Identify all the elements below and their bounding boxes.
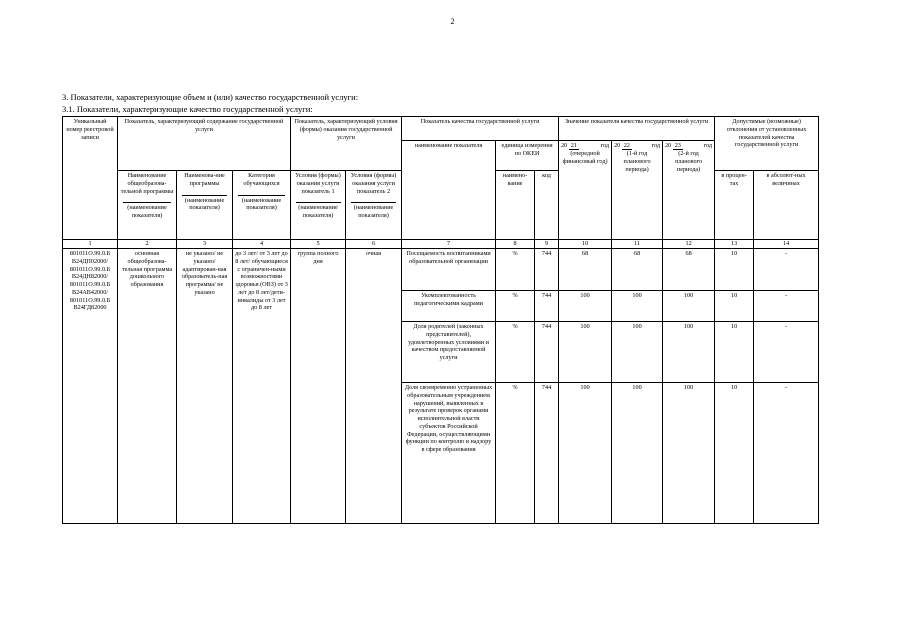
header-sub-category: Категория обучающихся (наименование показателя) <box>233 171 291 240</box>
header-deviation-group: Допустимые (возможные) отклонения от установленных показателей качества государственной услуги <box>715 117 819 171</box>
indicator-value-year-1: 68 <box>559 249 612 291</box>
record-condition-2: очная <box>346 249 402 524</box>
indicator-unit: % <box>496 249 535 291</box>
column-number: 8 <box>496 240 535 249</box>
indicator-code: 744 <box>535 249 559 291</box>
header-sub-condition-2: Условия (формы) оказания услуги показатель 2 (наименование показателя) <box>346 171 402 240</box>
indicator-value-year-3: 100 <box>663 291 715 322</box>
indicator-deviation-percent: 10 <box>715 249 754 291</box>
header-unit-group: единица измерения по ОКЕИ <box>496 141 559 171</box>
header-year-3 <box>663 141 715 240</box>
indicator-name: Доля родителей (законных представителей), удовлетворенных условиями и качеством предоставляемой услуги <box>402 322 496 383</box>
table-row <box>63 249 819 291</box>
column-number: 10 <box>559 240 612 249</box>
column-number: 3 <box>177 240 233 249</box>
year-2-line: 20 22 год <box>614 142 661 149</box>
column-number: 14 <box>754 240 819 249</box>
indicator-name: Доля своевременно устраненных образовательным учреждением нарушений, выявленных в результате проверок органами исполнительной власти субъектов Российской Федерации, осуществляющими функции по контролю и надзору в сфере образования <box>402 383 496 524</box>
header-deviation-absolute: в абсолют-ных величинах <box>754 171 819 240</box>
indicator-unit: % <box>496 383 535 524</box>
section-heading: 3. Показатели, характеризующие объем и (или) качество государственной услуги: <box>62 92 359 102</box>
indicator-value-year-3: 68 <box>663 249 715 291</box>
quality-indicators-table <box>62 116 819 524</box>
year-2-note: (1-й год планового периода) <box>623 150 651 173</box>
year-1-note: (очередной финансовый год) <box>562 150 608 165</box>
column-number: 12 <box>663 240 715 249</box>
indicator-value-year-1: 100 <box>559 383 612 524</box>
column-number: 1 <box>63 240 118 249</box>
year-1-line: 20 21 год <box>561 142 610 149</box>
record-unique-number: 801011О.99.0.Б В24ДП02000/ 801011О.99.0.Б В24ДН82000/ 801011О.99.0.Б В24АВ42000/ 801011О.99.0.Б В24ГД82000 <box>63 249 118 524</box>
record-program: основная общеобразова-тельная программа дошкольного образования <box>118 249 177 524</box>
indicator-deviation-absolute: - <box>754 291 819 322</box>
header-quality-name: наименование показателя <box>402 141 496 240</box>
indicator-value-year-3: 100 <box>663 383 715 524</box>
column-number: 9 <box>535 240 559 249</box>
header-values-group: Значение показателя качества государственной услуги <box>559 117 715 141</box>
indicator-deviation-percent: 10 <box>715 322 754 383</box>
column-number: 6 <box>346 240 402 249</box>
indicator-unit: % <box>496 291 535 322</box>
column-number-row <box>63 240 819 249</box>
header-year-2 <box>612 141 663 240</box>
indicator-value-year-2: 100 <box>612 291 663 322</box>
indicator-deviation-absolute: - <box>754 249 819 291</box>
header-sub-condition-1: Условия (формы) оказания услуги показатель 1 (наименование показателя) <box>291 171 346 240</box>
indicator-value-year-2: 100 <box>612 322 663 383</box>
indicator-deviation-percent: 10 <box>715 383 754 524</box>
column-number: 11 <box>612 240 663 249</box>
indicator-deviation-absolute: - <box>754 383 819 524</box>
indicator-code: 744 <box>535 322 559 383</box>
indicator-name: Посещаемость воспитанниками образовательной организации <box>402 249 496 291</box>
column-number: 2 <box>118 240 177 249</box>
subsection-heading: 3.1. Показатели, характеризующие качество государственной услуги: <box>62 104 313 114</box>
indicator-value-year-2: 100 <box>612 383 663 524</box>
column-number: 13 <box>715 240 754 249</box>
page-number: 2 <box>450 17 455 26</box>
indicator-deviation-absolute: - <box>754 322 819 383</box>
column-number: 7 <box>402 240 496 249</box>
header-content-group: Показатель, характеризующий содержание государственной услуги <box>118 117 291 171</box>
indicator-code: 744 <box>535 383 559 524</box>
header-unique-number: Уникальный номер реестровой записи <box>63 117 118 240</box>
record-category: до 3 лет/ от 3 лет до 8 лет/ обучающиеся с ограничен-ными возможностями здоровья (ОВЗ) от 3 лет до 8 лет/дети-инвалиды от 3 лет до 8 лет <box>233 249 291 524</box>
indicator-name: Укомплектованность педагогическими кадрами <box>402 291 496 322</box>
header-unit-name: наимено-вание <box>496 171 535 240</box>
header-deviation-percent: в процен-тах <box>715 171 754 240</box>
indicator-value-year-1: 100 <box>559 291 612 322</box>
header-quality-group: Показатель качества государственной услуги <box>402 117 559 141</box>
column-number: 4 <box>233 240 291 249</box>
record-condition-1: группа полного дня <box>291 249 346 524</box>
year-3-line: 20 23 год <box>665 142 713 149</box>
record-programs: не указано/ не указано/ адаптирован-ная образователь-ная программа/ не указано <box>177 249 233 524</box>
header-conditions-group: Показатель, характеризующий условия (формы) оказания государственной услуги <box>291 117 402 171</box>
year-3-note: (2-й год планового периода) <box>675 150 703 173</box>
column-number: 5 <box>291 240 346 249</box>
header-year-1 <box>559 141 612 240</box>
header-sub-program: Наименование общеобразова-тельной программы (наименование показателя) <box>118 171 177 240</box>
header-sub-programs: Наименова-ние программы (наименование показателя) <box>177 171 233 240</box>
indicator-deviation-percent: 10 <box>715 291 754 322</box>
indicator-unit: % <box>496 322 535 383</box>
indicator-value-year-3: 100 <box>663 322 715 383</box>
indicator-value-year-2: 68 <box>612 249 663 291</box>
header-row-groups <box>63 117 819 141</box>
indicator-value-year-1: 100 <box>559 322 612 383</box>
header-unit-code: код <box>535 171 559 240</box>
indicator-code: 744 <box>535 291 559 322</box>
